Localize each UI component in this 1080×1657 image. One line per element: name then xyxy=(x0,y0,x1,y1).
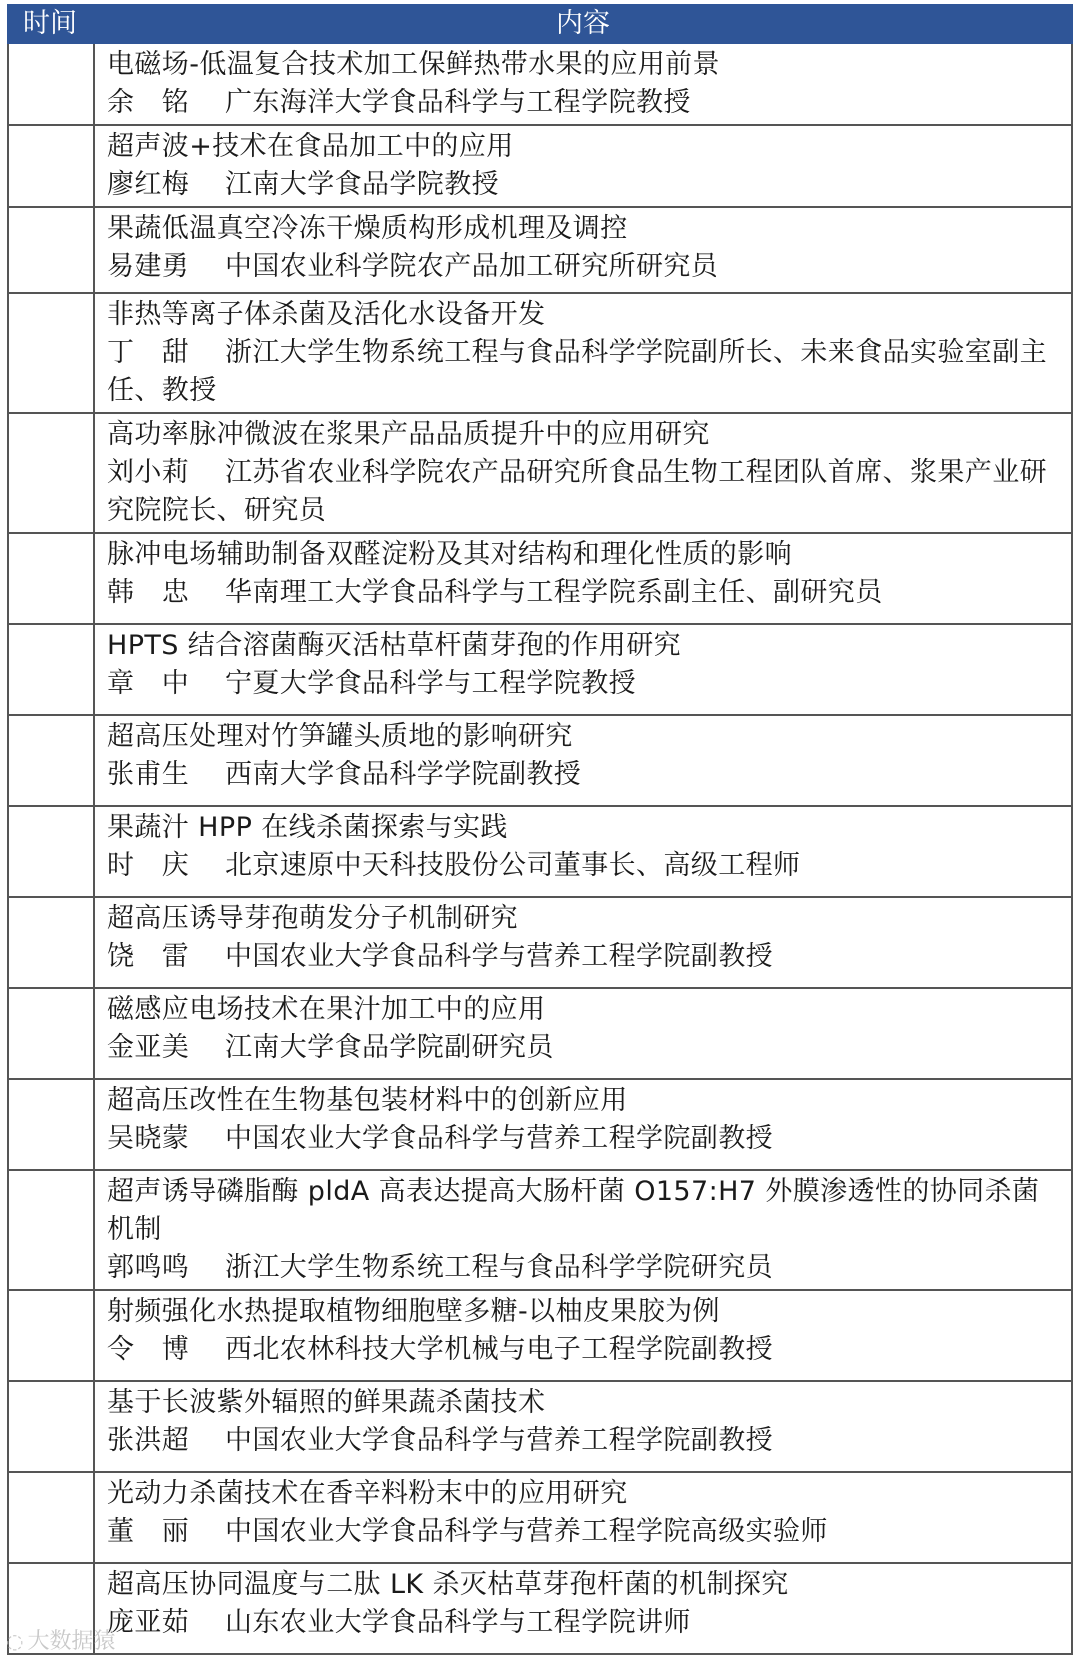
speaker-line xyxy=(107,1331,1061,1369)
speaker-line xyxy=(107,1422,1061,1460)
talk-title: 果蔬汁 HPP 在线杀菌探索与实践 xyxy=(107,812,508,843)
speaker-name: 庞亚茹 xyxy=(107,1607,190,1638)
speaker-name: 吴晓蒙 xyxy=(107,1123,190,1154)
speaker-line xyxy=(107,1120,1061,1158)
table-row xyxy=(8,1079,1072,1170)
table-row xyxy=(8,293,1072,413)
schedule-body xyxy=(8,43,1072,1654)
speaker-name: 韩 忠 xyxy=(107,577,190,608)
speaker-name: 余 铭 xyxy=(107,87,190,118)
talk-title: 高功率脉冲微波在浆果产品品质提升中的应用研究 xyxy=(107,419,710,450)
content-cell xyxy=(94,806,1072,897)
table-row xyxy=(8,413,1072,533)
content-cell xyxy=(94,1472,1072,1563)
speaker-name: 时 庆 xyxy=(107,850,190,881)
speaker-line xyxy=(107,1249,1061,1287)
content-cell xyxy=(94,413,1072,533)
watermark-logo-icon: ◌ xyxy=(6,1629,24,1653)
speaker-affiliation: 江南大学食品学院教授 xyxy=(225,169,499,200)
talk-title: 超高压处理对竹笋罐头质地的影响研究 xyxy=(107,721,573,752)
time-cell xyxy=(8,988,94,1079)
speaker-affiliation: 宁夏大学食品科学与工程学院教授 xyxy=(225,668,636,699)
speaker-affiliation: 山东农业大学食品科学与工程学院讲师 xyxy=(225,1607,691,1638)
speaker-name: 章 中 xyxy=(107,668,190,699)
time-cell xyxy=(8,1079,94,1170)
talk-title: 超声诱导磷脂酶 pldA 高表达提高大肠杆菌 O157:H7 外膜渗透性的协同杀菌机制 xyxy=(107,1176,1040,1245)
speaker-affiliation: 中国农业大学食品科学与营养工程学院副教授 xyxy=(225,1123,773,1154)
talk-title: 超声波+技术在食品加工中的应用 xyxy=(107,131,514,162)
speaker-name: 董 丽 xyxy=(107,1516,190,1547)
speaker-affiliation: 江南大学食品学院副研究员 xyxy=(225,1032,554,1063)
time-cell xyxy=(8,1381,94,1472)
time-cell xyxy=(8,43,94,125)
talk-title: 电磁场-低温复合技术加工保鲜热带水果的应用前景 xyxy=(107,49,720,80)
talk-title: 超高压诱导芽孢萌发分子机制研究 xyxy=(107,903,518,934)
speaker-line xyxy=(107,334,1061,410)
table-row xyxy=(8,715,1072,806)
time-cell xyxy=(8,293,94,413)
time-cell xyxy=(8,1290,94,1381)
content-cell xyxy=(94,897,1072,988)
time-cell xyxy=(8,413,94,533)
time-header: 时间 xyxy=(8,5,94,43)
table-row xyxy=(8,988,1072,1079)
table-row xyxy=(8,43,1072,125)
talk-title: 射频强化水热提取植物细胞壁多糖-以柚皮果胶为例 xyxy=(107,1296,720,1327)
speaker-affiliation: 中国农业科学院农产品加工研究所研究员 xyxy=(225,251,719,282)
time-cell xyxy=(8,806,94,897)
speaker-line xyxy=(107,166,1061,204)
speaker-line xyxy=(107,1029,1061,1067)
talk-title: 磁感应电场技术在果汁加工中的应用 xyxy=(107,994,546,1025)
speaker-name: 刘小莉 xyxy=(107,457,190,488)
content-cell xyxy=(94,715,1072,806)
speaker-affiliation: 浙江大学生物系统工程与食品科学学院副所长、未来食品实验室副主任、教授 xyxy=(107,337,1047,406)
time-cell xyxy=(8,207,94,293)
watermark-text: 大数据猿 xyxy=(27,1629,116,1654)
speaker-affiliation: 西北农林科技大学机械与电子工程学院副教授 xyxy=(225,1334,773,1365)
speaker-affiliation: 华南理工大学食品科学与工程学院系副主任、副研究员 xyxy=(225,577,883,608)
table-row xyxy=(8,806,1072,897)
speaker-affiliation: 中国农业大学食品科学与营养工程学院副教授 xyxy=(225,1425,773,1456)
content-cell xyxy=(94,1079,1072,1170)
table-row xyxy=(8,897,1072,988)
table-row xyxy=(8,125,1072,207)
talk-title: 基于长波紫外辐照的鲜果蔬杀菌技术 xyxy=(107,1387,546,1418)
speaker-line xyxy=(107,665,1061,703)
content-cell xyxy=(94,624,1072,715)
talk-title: 超高压协同温度与二肽 LK 杀灭枯草芽孢杆菌的机制探究 xyxy=(107,1569,789,1600)
speaker-name: 饶 雷 xyxy=(107,941,190,972)
table-row xyxy=(8,207,1072,293)
speaker-name: 张洪超 xyxy=(107,1425,190,1456)
talk-title: 超高压改性在生物基包装材料中的创新应用 xyxy=(107,1085,628,1116)
content-cell xyxy=(94,988,1072,1079)
table-row xyxy=(8,624,1072,715)
time-cell xyxy=(8,1170,94,1290)
content-cell xyxy=(94,293,1072,413)
speaker-name: 张甫生 xyxy=(107,759,190,790)
speaker-affiliation: 北京速原中天科技股份公司董事长、高级工程师 xyxy=(225,850,801,881)
content-cell xyxy=(94,207,1072,293)
speaker-affiliation: 浙江大学生物系统工程与食品科学学院研究员 xyxy=(225,1252,773,1283)
talk-title: HPTS 结合溶菌酶灭活枯草杆菌芽孢的作用研究 xyxy=(107,630,681,661)
speaker-line xyxy=(107,1604,1061,1642)
speaker-line xyxy=(107,1513,1061,1551)
speaker-line xyxy=(107,84,1061,122)
talk-title: 光动力杀菌技术在香辛料粉末中的应用研究 xyxy=(107,1478,628,1509)
speaker-name: 廖红梅 xyxy=(107,169,190,200)
speaker-line xyxy=(107,756,1061,794)
speaker-line xyxy=(107,847,1061,885)
speaker-name: 易建勇 xyxy=(107,251,190,282)
table-row xyxy=(8,1472,1072,1563)
speaker-affiliation: 江苏省农业科学院农产品研究所食品生物工程团队首席、浆果产业研究院院长、研究员 xyxy=(107,457,1047,526)
time-cell xyxy=(8,1472,94,1563)
talk-title: 果蔬低温真空冷冻干燥质构形成机理及调控 xyxy=(107,213,628,244)
table-row xyxy=(8,1381,1072,1472)
speaker-affiliation: 广东海洋大学食品科学与工程学院教授 xyxy=(225,87,691,118)
content-cell xyxy=(94,1290,1072,1381)
talk-title: 非热等离子体杀菌及活化水设备开发 xyxy=(107,299,546,330)
speaker-name: 令 博 xyxy=(107,1334,190,1365)
table-header-row xyxy=(8,5,1072,43)
time-cell xyxy=(8,715,94,806)
table-row xyxy=(8,1290,1072,1381)
table-row xyxy=(8,1563,1072,1654)
speaker-name: 丁 甜 xyxy=(107,337,190,368)
speaker-line xyxy=(107,938,1061,976)
speaker-name: 郭鸣鸣 xyxy=(107,1252,190,1283)
table-row xyxy=(8,1170,1072,1290)
content-cell xyxy=(94,125,1072,207)
speaker-line xyxy=(107,454,1061,530)
speaker-line xyxy=(107,248,1061,286)
time-cell xyxy=(8,897,94,988)
speaker-affiliation: 西南大学食品科学学院副教授 xyxy=(225,759,582,790)
content-cell xyxy=(94,1170,1072,1290)
table-row xyxy=(8,533,1072,624)
time-cell xyxy=(8,125,94,207)
content-cell xyxy=(94,533,1072,624)
content-cell xyxy=(94,1563,1072,1654)
time-cell xyxy=(8,533,94,624)
time-cell xyxy=(8,624,94,715)
talk-title: 脉冲电场辅助制备双醛淀粉及其对结构和理化性质的影响 xyxy=(107,539,792,570)
speaker-line xyxy=(107,574,1061,612)
speaker-affiliation: 中国农业大学食品科学与营养工程学院高级实验师 xyxy=(225,1516,828,1547)
content-cell xyxy=(94,43,1072,125)
schedule-table xyxy=(7,4,1073,1655)
content-cell xyxy=(94,1381,1072,1472)
content-header: 内容 xyxy=(94,5,1072,43)
watermark xyxy=(6,1624,115,1655)
speaker-name: 金亚美 xyxy=(107,1032,190,1063)
speaker-affiliation: 中国农业大学食品科学与营养工程学院副教授 xyxy=(225,941,773,972)
